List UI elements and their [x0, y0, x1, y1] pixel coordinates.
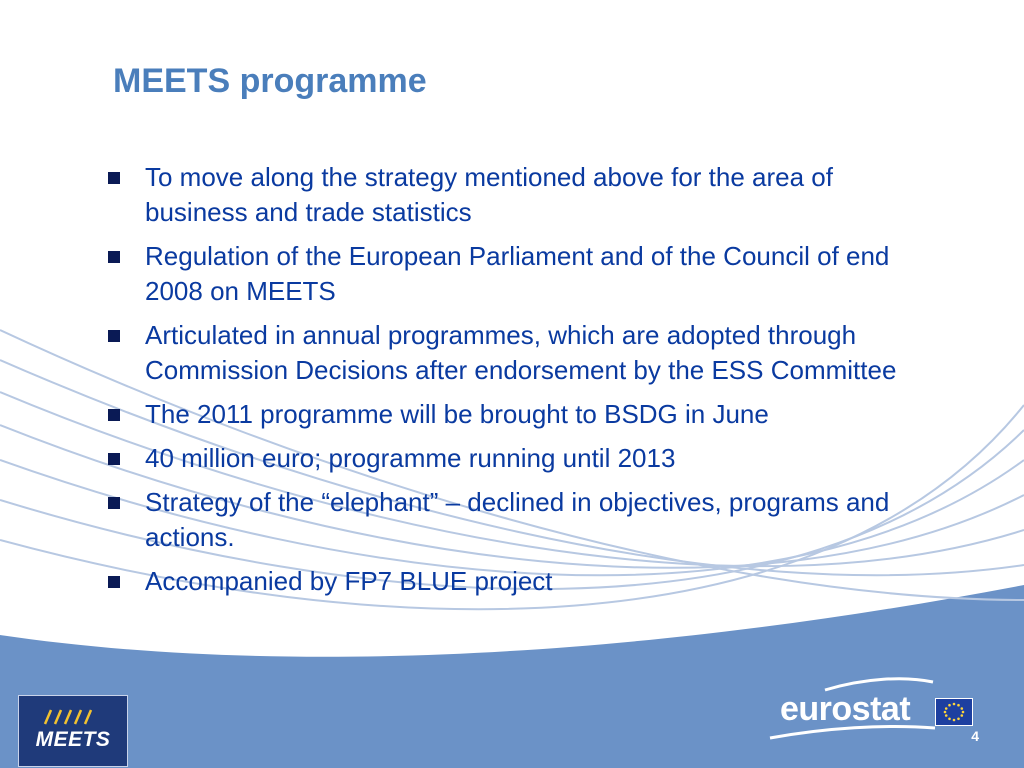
- bullet-item: [106, 397, 906, 432]
- eurostat-logo: [765, 676, 975, 746]
- square-bullet-icon: [108, 497, 120, 509]
- bullet-text: Regulation of the European Parliament and of the Council of end 2008 on MEETS: [145, 241, 890, 306]
- bullet-text: 40 million euro; programme running until 2013: [145, 443, 676, 473]
- eurostat-logo-text: eurostat: [780, 690, 911, 728]
- square-bullet-icon: [108, 330, 120, 342]
- bullet-list: [106, 160, 906, 608]
- meets-logo: [18, 695, 128, 767]
- square-bullet-icon: [108, 172, 120, 184]
- bullet-item: [106, 485, 906, 555]
- page-number: 4: [971, 728, 979, 744]
- bullet-text: Strategy of the “elephant” – declined in objectives, programs and actions.: [145, 487, 890, 552]
- bullet-item: [106, 441, 906, 476]
- bullet-text: Accompanied by FP7 BLUE project: [145, 566, 553, 596]
- bullet-item: [106, 239, 906, 309]
- meets-logo-text: MEETS: [35, 728, 111, 751]
- bullet-item: [106, 564, 906, 599]
- meets-figures-icon: [41, 706, 105, 728]
- eu-flag-icon: [935, 698, 973, 726]
- bullet-item: [106, 160, 906, 230]
- bullet-text: Articulated in annual programmes, which are adopted through Commission Decisions after endorsement by the ESS Committee: [145, 320, 897, 385]
- bullet-item: [106, 318, 906, 388]
- slide-title: MEETS programme: [113, 62, 427, 100]
- bullet-text: The 2011 programme will be brought to BSDG in June: [145, 399, 769, 429]
- square-bullet-icon: [108, 576, 120, 588]
- bullet-text: To move along the strategy mentioned above for the area of business and trade statistics: [145, 162, 833, 227]
- square-bullet-icon: [108, 409, 120, 421]
- square-bullet-icon: [108, 453, 120, 465]
- square-bullet-icon: [108, 251, 120, 263]
